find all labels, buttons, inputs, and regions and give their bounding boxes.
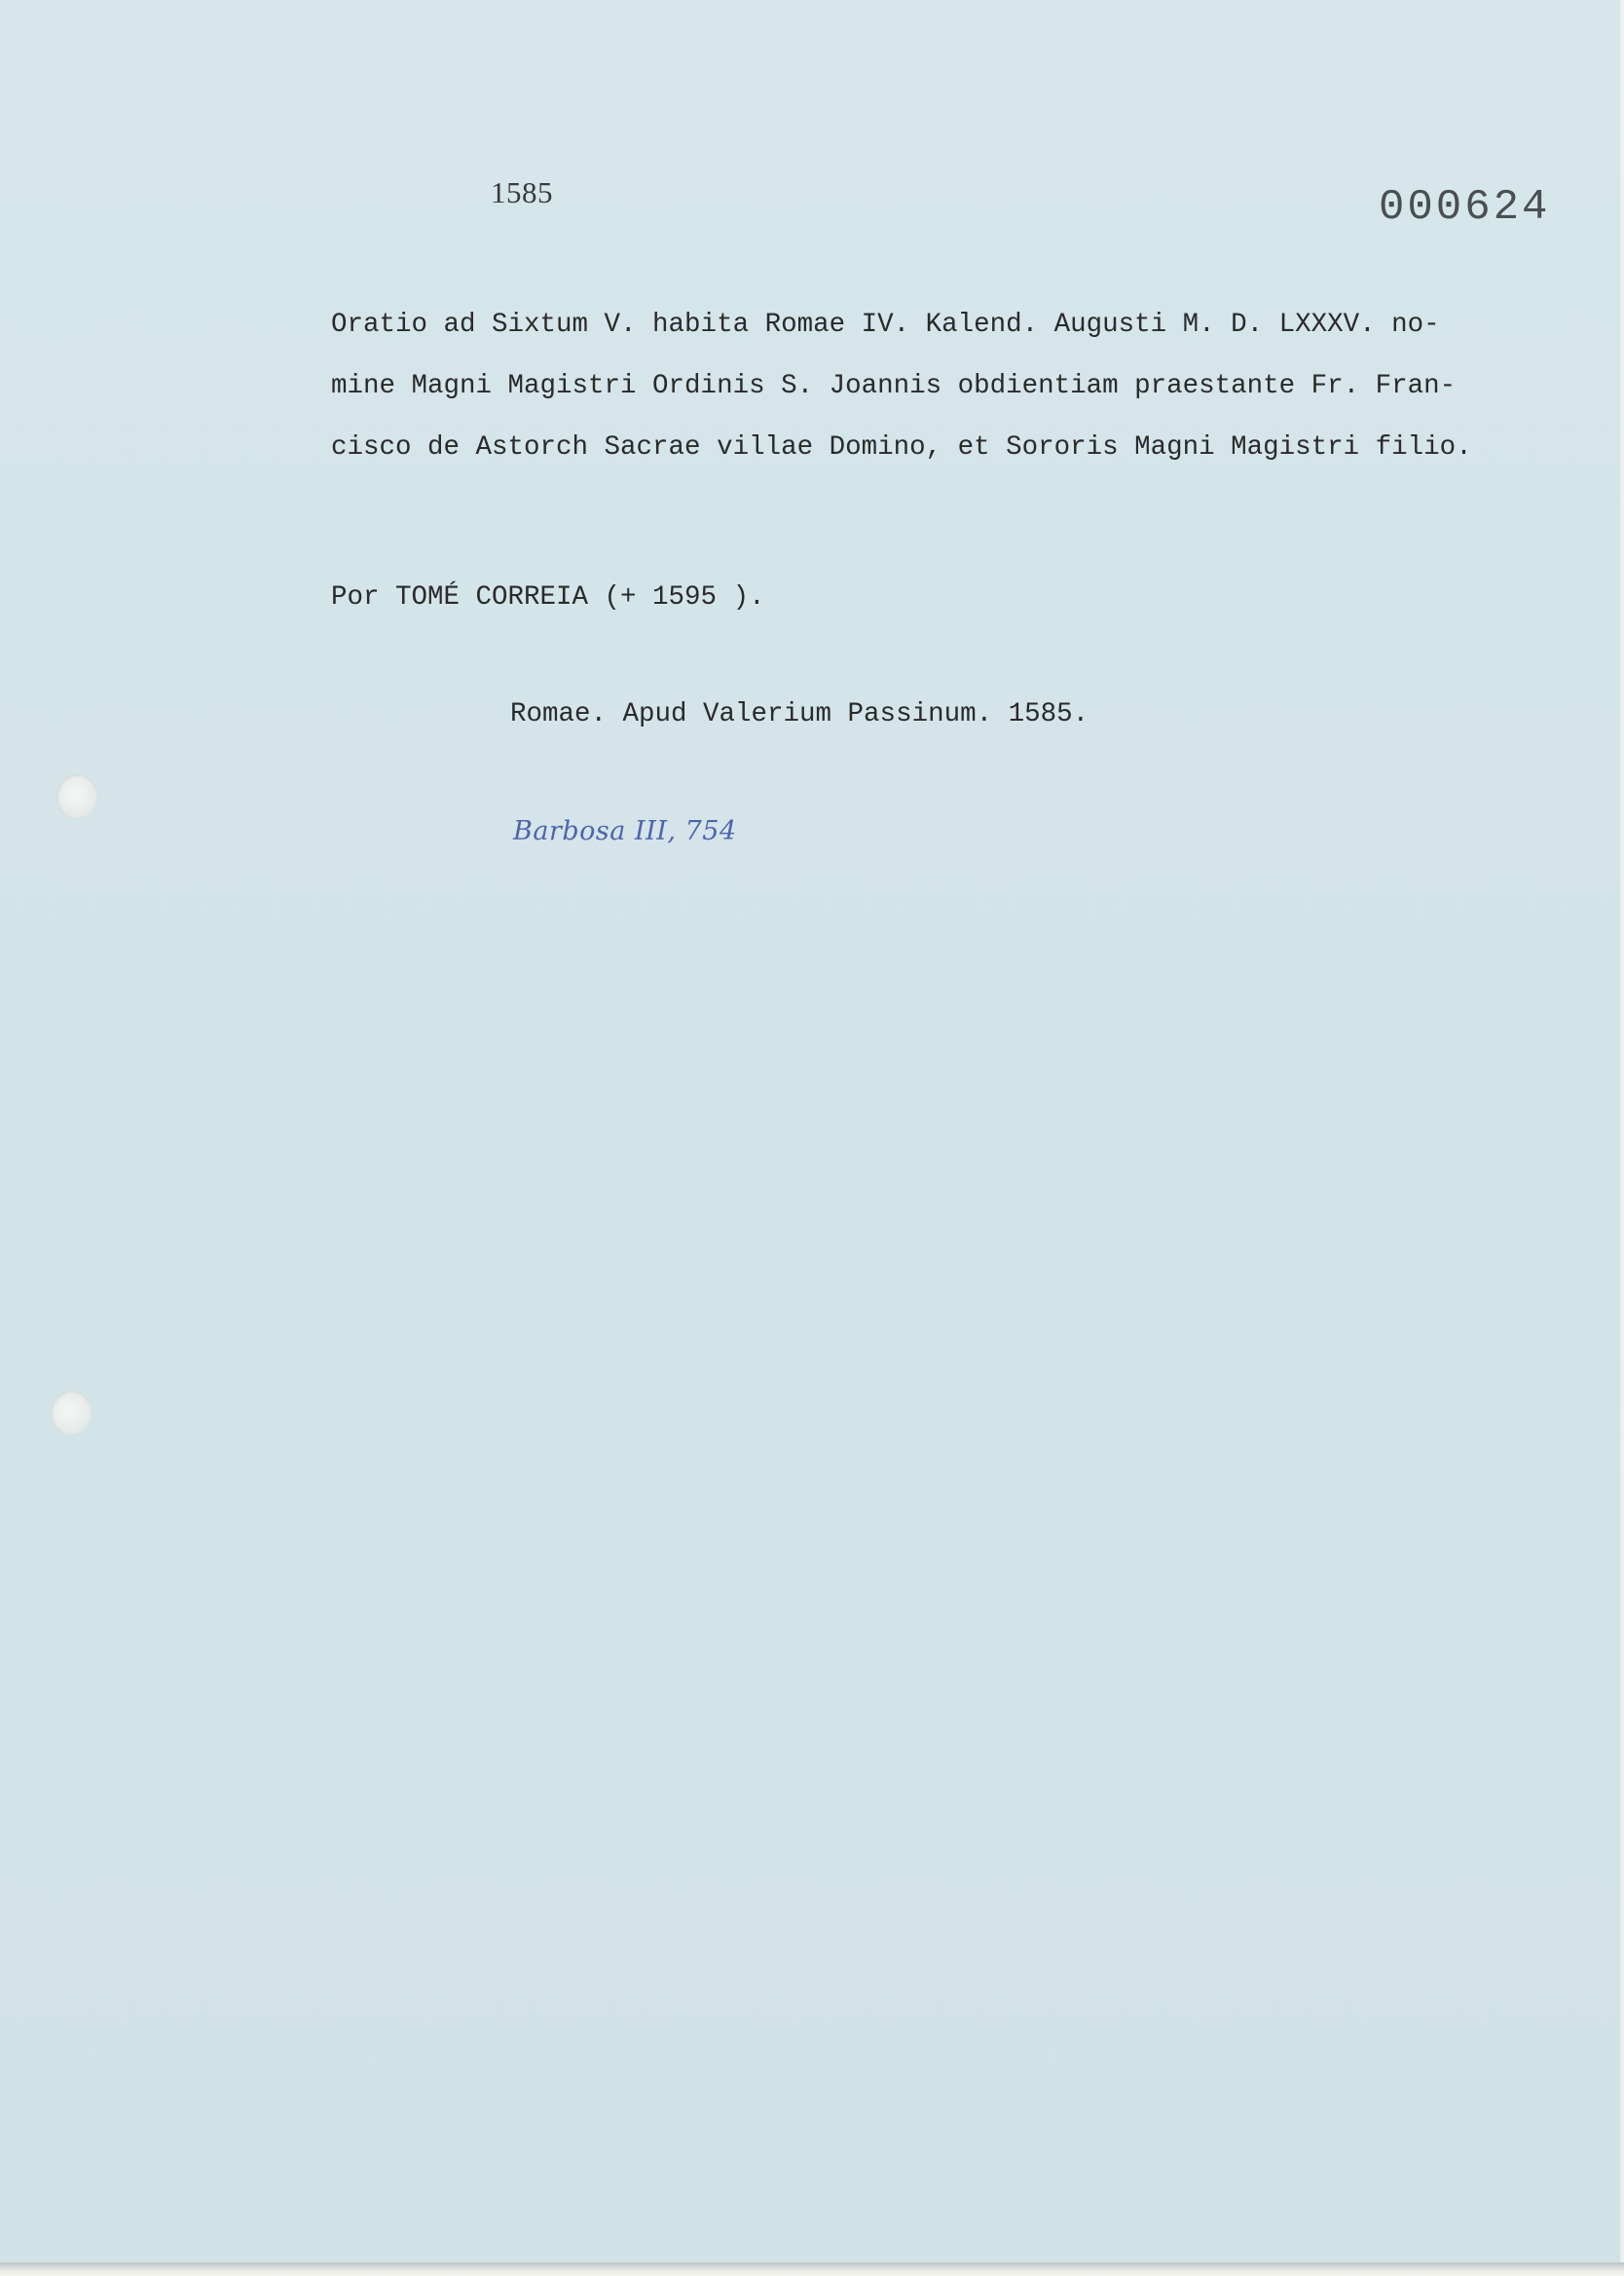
scan-edge-bottom: [0, 2262, 1624, 2276]
punch-hole-upper: [56, 774, 97, 819]
title-line-3: cisco de Astorch Sacrae villae Domino, et Sororis Magni Magistri filio.: [331, 432, 1472, 463]
handwritten-reference: Barbosa III, 754: [513, 816, 737, 846]
card-year: 1585: [491, 175, 553, 209]
title-line-1: Oratio ad Sixtum V. habita Romae IV. Kalend. Augusti M. D. LXXXV. no-: [331, 310, 1440, 340]
author-line: Por TOMÉ CORREIA (+ 1595 ).: [331, 582, 765, 613]
punch-hole-lower: [51, 1391, 92, 1436]
scan-edge-right: [1620, 0, 1624, 2262]
imprint-line: Romae. Apud Valerium Passinum. 1585.: [510, 699, 1089, 729]
title-line-2: mine Magni Magistri Ordinis S. Joannis obdientiam praestante Fr. Fran-: [331, 371, 1457, 401]
record-number: 000624: [1379, 183, 1551, 232]
